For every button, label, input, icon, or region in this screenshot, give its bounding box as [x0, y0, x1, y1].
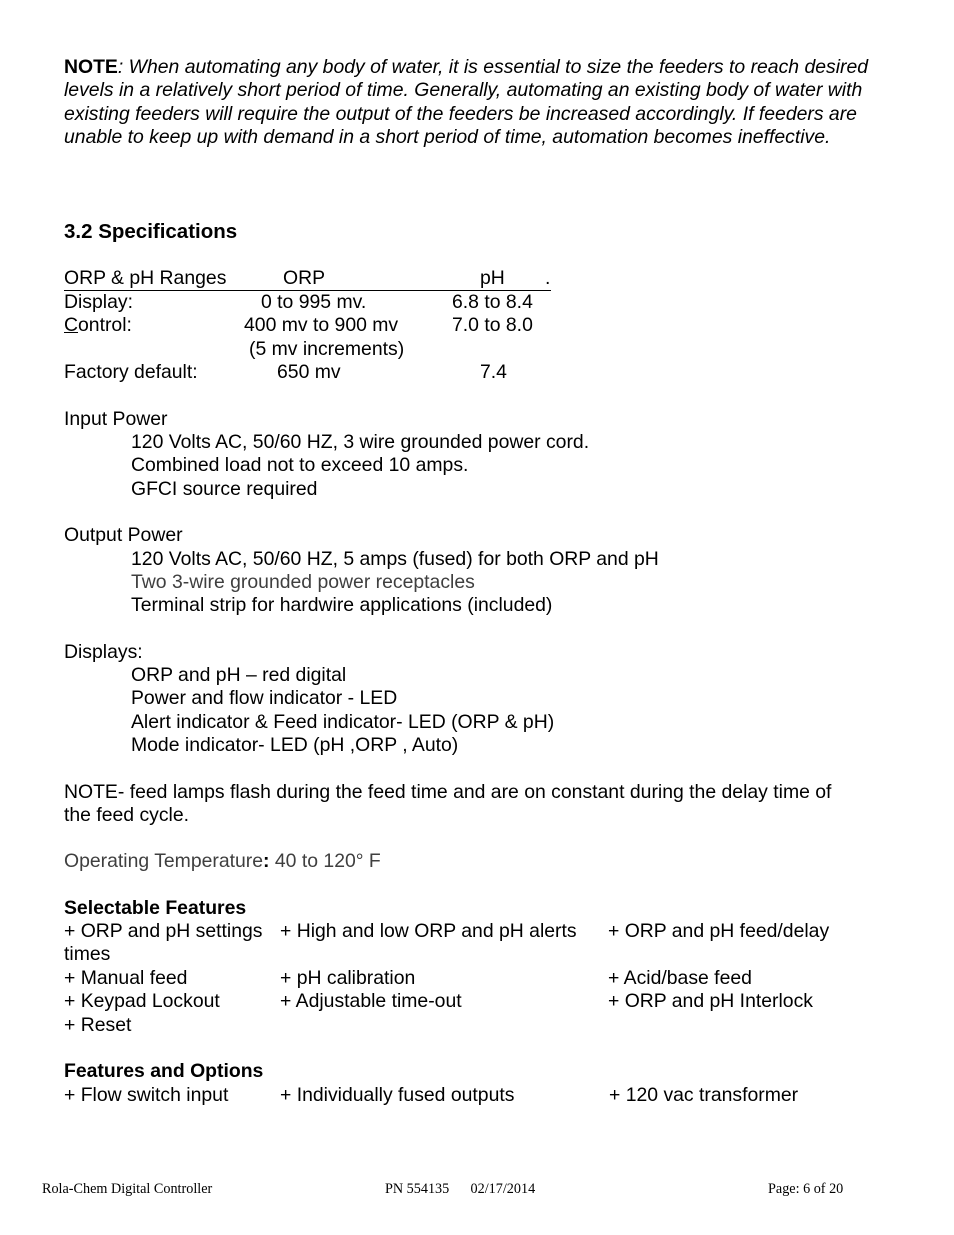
feature-item: + Manual feed — [64, 967, 188, 989]
display-row-ph: 6.8 to 8.4 — [452, 291, 533, 313]
displays-line: ORP and pH – red digital — [131, 664, 347, 686]
factory-default-orp: 650 mv — [277, 361, 341, 383]
option-item: + 120 vac transformer — [609, 1084, 799, 1106]
ranges-header-ph: pH — [480, 267, 505, 289]
input-power-line: 120 Volts AC, 50/60 HZ, 3 wire grounded power cord. — [131, 431, 590, 453]
output-power-line: Two 3-wire grounded power receptacles — [131, 571, 475, 593]
display-row-orp: 0 to 995 mv. — [261, 291, 367, 313]
ranges-header-dot: . — [545, 267, 551, 289]
operating-temperature-label: Operating Temperature — [64, 850, 264, 872]
feed-lamps-note-line1: NOTE- feed lamps flash during the feed time and are on constant during the delay time of — [64, 781, 832, 803]
feature-item: + Acid/base feed — [608, 967, 752, 989]
control-label-rest: ontrol: — [78, 314, 132, 336]
input-power-title: Input Power — [64, 408, 168, 430]
output-power-line: 120 Volts AC, 50/60 HZ, 5 amps (fused) for both ORP and pH — [131, 548, 659, 570]
displays-title: Displays: — [64, 641, 143, 663]
displays-line: Power and flow indicator - LED — [131, 687, 398, 709]
operating-temperature-colon: : — [263, 850, 270, 872]
increments-note: (5 mv increments) — [249, 338, 405, 360]
ranges-header-label: ORP & pH Ranges — [64, 267, 227, 289]
feature-item: + ORP and pH settings — [64, 920, 263, 942]
control-row-orp: 400 mv to 900 mv — [244, 314, 399, 336]
option-item: + Flow switch input — [64, 1084, 229, 1106]
displays-line: Mode indicator- LED (pH ,ORP , Auto) — [131, 734, 459, 756]
features-options-title: Features and Options — [64, 1060, 264, 1082]
input-power-line: GFCI source required — [131, 478, 318, 500]
output-power-line: Terminal strip for hardwire applications (included) — [131, 594, 553, 616]
option-item: + Individually fused outputs — [280, 1084, 515, 1106]
feature-item: + ORP and pH feed/delay — [608, 920, 830, 942]
section-title: 3.2 Specifications — [64, 220, 238, 243]
note-text: : When automating any body of water, it is essential to size the feeders to reach desired levels in a relatively short period of time. Generally, automating an existing body of water with existing feeders will require the output of the feeders be increased accordingly. If feeders are unable to keep up with demand in a short period of time, automation becomes ineffective. — [64, 56, 869, 149]
footer-page-number: Page: 6 of 20 — [768, 1181, 844, 1197]
display-row-label: Display: — [64, 291, 133, 313]
output-power-title: Output Power — [64, 524, 183, 546]
feed-lamps-note-line2: the feed cycle. — [64, 804, 190, 826]
feature-item: + Reset — [64, 1014, 132, 1036]
footer-part-number-date: PN 554135 02/17/2014 — [385, 1181, 536, 1197]
feature-item-wrap: times — [64, 943, 111, 965]
feature-item: + pH calibration — [280, 967, 416, 989]
note-label: NOTE — [64, 56, 118, 78]
feature-item: + Keypad Lockout — [64, 990, 220, 1012]
selectable-features-title: Selectable Features — [64, 897, 247, 919]
input-power-line: Combined load not to exceed 10 amps. — [131, 454, 469, 476]
footer-title: Rola-Chem Digital Controller — [42, 1181, 213, 1197]
factory-default-label: Factory default: — [64, 361, 198, 383]
control-row-label — [64, 314, 132, 337]
displays-line: Alert indicator & Feed indicator- LED (ORP & pH) — [131, 711, 555, 733]
note-paragraph — [64, 56, 894, 150]
factory-default-ph: 7.4 — [480, 361, 507, 383]
control-label-first: C — [64, 314, 79, 336]
operating-temperature-value: 40 to 120° F — [269, 850, 381, 872]
feature-item: + High and low ORP and pH alerts — [280, 920, 577, 942]
ranges-header-orp: ORP — [283, 267, 326, 289]
operating-temperature — [64, 850, 381, 873]
feature-item: + Adjustable time-out — [280, 990, 462, 1012]
control-row-ph: 7.0 to 8.0 — [452, 314, 533, 336]
feature-item: + ORP and pH Interlock — [608, 990, 813, 1012]
